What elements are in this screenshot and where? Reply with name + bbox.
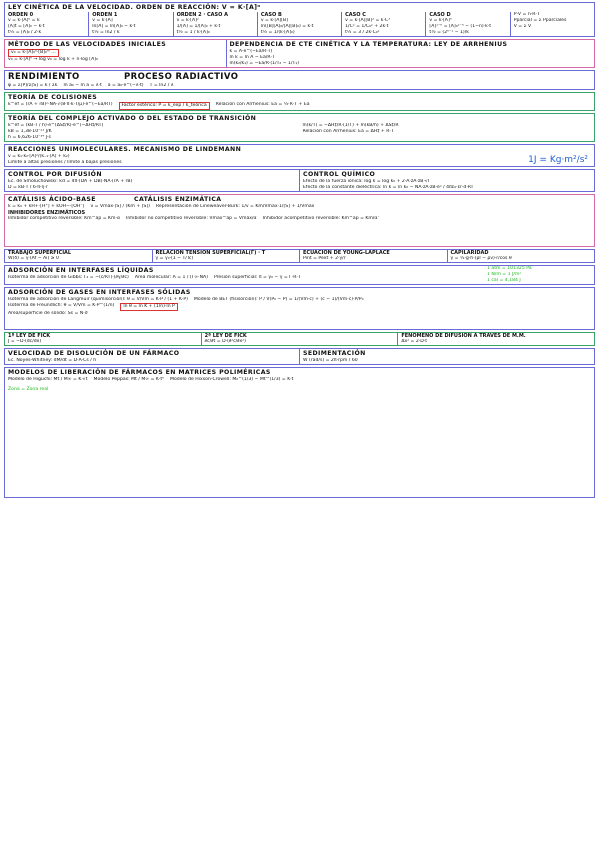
uncompetitive-eq: Inhibidor acompetitivo reversible: Km^ap = Km/α' bbox=[262, 216, 379, 221]
lindemann-eq: v = k₁·k₂·[A]²/(k₋₁·[A] + k₂) bbox=[8, 154, 70, 159]
order-col-title: CASO D bbox=[429, 12, 451, 18]
kinetics-box bbox=[4, 2, 595, 37]
competitive-eq: Inhibidor competitivo reversible: Km^ap = Km·α bbox=[8, 216, 120, 221]
order-line: v = k·[A][B] bbox=[260, 18, 288, 23]
conv-1: 1 atm = 101325 Pa bbox=[487, 266, 532, 271]
order-line: t½ = 3 / 2k·C₀² bbox=[345, 30, 380, 35]
green-note: Zona = Zona real bbox=[8, 387, 49, 392]
initial-rates-box bbox=[4, 39, 595, 68]
order-col bbox=[174, 12, 258, 36]
sedimentation-eq: W (rad/s) = 2π·rpm / 60 bbox=[303, 358, 358, 363]
order-line: ln[A] = ln[A]₀ − k·t bbox=[92, 24, 136, 29]
liquid-adsorption-title: ADSORCIÓN EN INTERFASES LÍQUIDAS bbox=[8, 267, 154, 274]
molecular-area-eq: Área molecular: A = 1 / (Γ∞·NA) bbox=[134, 275, 208, 280]
conv-2: 1 N/m = 1 J/m² bbox=[487, 272, 522, 277]
release-models-box bbox=[4, 367, 595, 498]
yield-box bbox=[4, 70, 595, 90]
ts-eq-5: Relación con Arrhenius: Ea = ΔH‡ + R·T bbox=[302, 129, 394, 134]
fick-eq: Δx² = 2·D·t bbox=[401, 339, 427, 344]
collision-box bbox=[4, 92, 595, 111]
freundlich-eq: Isoterma de Freundlich: θ = V/Vm = K·P^(1/n) bbox=[8, 303, 115, 308]
surface-box bbox=[4, 249, 595, 263]
order-col-title: CASO C bbox=[345, 12, 366, 18]
michaelis-eq: v = Vmax·[S] / (Km + [S]) bbox=[90, 204, 150, 209]
surface-col-title: TRABAJO SUPERFICIAL bbox=[8, 250, 72, 256]
fick-col bbox=[5, 333, 202, 345]
dielectric-eq: Efecto de la constante dieléctrica: ln k = ln k₀ − NA·zA·zB·e² / 4πε₀·εr·d·RT bbox=[303, 185, 474, 190]
collision-eq-1: k^ef = (rA + rB)²·NA·√(8·π·k·T/μ)·e^(−Ea/RT) bbox=[8, 102, 113, 107]
surface-col-title: CAPILARIDAD bbox=[450, 250, 489, 256]
radio-eq-1: ln a₀ − ln a = λ·t bbox=[63, 83, 102, 88]
dissolution-box bbox=[4, 348, 595, 365]
ionic-strength-eq: Efecto de la fuerza iónica: log k = log k₀ + 2·A·zA·zB·√I bbox=[303, 179, 430, 184]
smoluchowski-eq: Ec. de Smoluchowski: kd = 4π·(DA + DB)·NA·(rA + rB) bbox=[8, 179, 133, 184]
surface-col bbox=[300, 250, 448, 262]
kinetics-orders bbox=[5, 12, 594, 36]
surface-col-title: RELACIÓN TENSIÓN SUPERFICIAL(Γ) · T bbox=[155, 250, 266, 256]
order-col-title: ORDEN 2 · CASO A bbox=[176, 12, 229, 18]
fick-col bbox=[398, 333, 594, 345]
order-line: v = k·[A]² bbox=[176, 18, 199, 23]
surface-col bbox=[5, 250, 153, 262]
noyes-whitney-eq: Ec. Noyes-Whitney: dM/dt = D·A·Cs / h bbox=[8, 358, 97, 363]
fick-col-title: FENÓMENO DE DIFUSIÓN A TRAVÉS DE M.M. bbox=[401, 333, 526, 339]
initial-rates-eq2: v₀ = k·[A]ⁿ → log v₀ = log k + n·log [A]₀ bbox=[8, 57, 98, 62]
fick-col-title: 1ª LEY DE FICK bbox=[8, 333, 51, 339]
yield-title: RENDIMIENTO bbox=[8, 72, 80, 82]
chemical-control-title: CONTROL QUÍMICO bbox=[303, 171, 376, 178]
joule-units: 1J = Kg·m²/s² bbox=[528, 155, 588, 165]
order-line: t½ = (2ⁿ⁻¹ − 1)/k bbox=[429, 30, 469, 35]
acid-base-title: CATÁLISIS ÁCIDO-BASE bbox=[8, 196, 96, 203]
order-line: ln([B][A]₀/[A][B]₀) = k·t bbox=[260, 24, 314, 29]
order-line: v = k·[A][B]² = k·C³ bbox=[345, 18, 390, 23]
radioactive-title: PROCESO RADIACTIVO bbox=[124, 72, 239, 82]
arrhenius-eq-1: k = A·e^(−Ea/R·T) bbox=[229, 49, 273, 54]
surface-eq: γ = γ₀·(1 − T/Tc) bbox=[155, 256, 194, 261]
release-title: MODELOS DE LIBERACIÓN DE FÁRMACOS EN MATRICES POLIMÉRICAS bbox=[8, 369, 271, 376]
surface-col-title: ECUACIÓN DE YOUNG-LAPLACE bbox=[303, 250, 390, 256]
inhibitors-title: INHIBIDORES ENZIMÁTICOS bbox=[8, 210, 86, 216]
bet-eq: Modelo de BET (fisisorción): P / V(P₀ − P) = 1/(Vm·c) + (c − 1)/(Vm·c)·P/P₀ bbox=[193, 297, 364, 302]
arrhenius-eq-3: ln(k₂/k₁) = −Ea/R·(1/T₂ − 1/T₁) bbox=[229, 61, 299, 66]
solid-adsorption-box bbox=[4, 287, 595, 330]
collision-eq-2: Factor estérico: P = k_exp / k_teórica bbox=[119, 102, 210, 110]
fick-col bbox=[202, 333, 399, 345]
surface-eq: W(δ) = γ·(Af − Ai) ≥ 0 bbox=[8, 256, 59, 261]
freundlich-linear: ln θ = ln K + (1/n)·ln P bbox=[120, 303, 178, 311]
lineweaver-eq: Representación de Lineweaver-Burk: 1/v = Km/Vmax·1/[S] + 1/Vmax bbox=[155, 204, 315, 209]
arrhenius-eq-2: ln k = ln A − Ea/R·T bbox=[229, 55, 275, 60]
langmuir-eq: Isoterma de adsorción de Langmuir (quimisorción): θ = V/Vm = K·P / (1 + K·P) bbox=[8, 297, 188, 302]
order-col bbox=[511, 12, 594, 36]
order-line: V = Σ V bbox=[513, 24, 532, 29]
surface-col bbox=[153, 250, 301, 262]
peppas-eq: Modelo Peppas: Mt / M∞ = K·tⁿ bbox=[93, 377, 164, 382]
transition-title: TEORÍA DEL COMPLEJO ACTIVADO O DEL ESTADO DE TRANSICIÓN bbox=[8, 115, 257, 122]
liquid-adsorption-box bbox=[4, 265, 595, 285]
collision-eq-3: Relación con Arrhenius: Ea = ½·R·T + Ea bbox=[215, 102, 310, 107]
order-line: t½ = [A]₀ / 2·k bbox=[8, 30, 42, 35]
order-col bbox=[426, 12, 510, 36]
acid-base-eq: k = k₀ + kH+·[H⁺] + kOH−·[OH⁻] bbox=[8, 204, 85, 209]
surface-cols bbox=[5, 250, 594, 262]
fick-cols bbox=[5, 333, 594, 345]
order-line: t½ = ln2 / k bbox=[92, 30, 120, 35]
order-line: P·V = n·R·T bbox=[513, 12, 540, 17]
stokes-einstein-eq: D = kB·T / 6·π·η·r bbox=[8, 185, 48, 190]
ts-eq-3: h = 6,626·10⁻³⁴ J·s bbox=[8, 135, 51, 140]
lindemann-box bbox=[4, 144, 595, 167]
radio-eq-2: a = a₀·e^(−λ·t) bbox=[107, 83, 144, 88]
fick-eq: J = −D·(dc/dx) bbox=[8, 339, 42, 344]
fick-box bbox=[4, 332, 595, 346]
order-col bbox=[258, 12, 342, 36]
surface-eq: γ = ½·g·h·(ρl − ρv)·r/cos θ bbox=[450, 256, 512, 261]
collision-title: TEORÍA DE COLISIONES bbox=[8, 94, 98, 101]
order-line: t½ = 1 / k·[A]₀ bbox=[176, 30, 210, 35]
order-col-title: CASO B bbox=[260, 12, 282, 18]
order-line: v = k·[A]⁰ = k bbox=[8, 18, 40, 23]
ts-eq-2: kB = 1,38·10⁻²³ J/K bbox=[8, 129, 52, 134]
transition-state-box bbox=[4, 113, 595, 142]
order-line: v = k·[A]ⁿ bbox=[429, 18, 452, 23]
order-line: 1/C² = 1/C₀² + 2k·t bbox=[345, 24, 389, 29]
arrhenius-title: DEPENDENCIA DE CTE CINÉTICA Y LA TEMPERATURA: LEY DE ARRHENIUS bbox=[229, 41, 508, 48]
order-col bbox=[89, 12, 173, 36]
diffusion-control-box bbox=[4, 169, 595, 192]
hixson-eq: Modelo de Hixson-Crowell: M₀^(1/3) − Mt^(1/3) = K·t bbox=[170, 377, 294, 382]
fick-eq: ∂c/∂t = D·(∂²c/∂x²) bbox=[204, 339, 246, 344]
radio-eq-3: T = ln2 / λ bbox=[149, 83, 174, 88]
order-line: 1/[A] = 1/[A]₀ + k·t bbox=[176, 24, 221, 29]
order-col bbox=[5, 12, 89, 36]
diffusion-control-title: CONTROL POR DIFUSIÓN bbox=[8, 171, 102, 178]
higuchi-eq: Modelo de Higuchi: Mt / M∞ = K·√t bbox=[8, 377, 88, 382]
order-col-title: ORDEN 0 bbox=[8, 12, 34, 18]
ts-eq-4: ln(k/T) = −ΔH‡/R·(1/T) + ln(kB/h) + ΔS‡/R bbox=[302, 123, 399, 128]
initial-rates-title: MÉTODO DE LAS VELOCIDADES INICIALES bbox=[8, 41, 167, 48]
order-line: t½ = 1/(k·[A]₀) bbox=[260, 30, 295, 35]
dissolution-title: VELOCIDAD DE DISOLUCIÓN DE UN FÁRMACO bbox=[8, 350, 180, 357]
lindemann-title: REACCIONES UNIMOLECULARES. MECANISMO DE LINDEMANN bbox=[8, 146, 242, 153]
yield-eq: φ = Σ[P]/Σ[S] = k / Σk bbox=[8, 83, 58, 88]
order-col bbox=[342, 12, 426, 36]
sedimentation-title: SEDIMENTACIÓN bbox=[303, 350, 366, 357]
order-col-title: ORDEN 1 bbox=[92, 12, 118, 18]
initial-rates-eq: v₀ = k·[A]₀ⁿ·[B]₀ᵐ … bbox=[8, 49, 59, 57]
surface-area-eq: Área/superficie de sólido: Ss = N·σ bbox=[8, 311, 88, 316]
gibbs-eq: Isoterma de adsorción de Gibbs: Γ₂ = −(c/RT)·(∂γ/∂c) bbox=[8, 275, 129, 280]
fick-col-title: 2ª LEY DE FICK bbox=[204, 333, 247, 339]
surface-pressure-eq: Presión superficial: π = γ₀ − γ = Γ·R·T bbox=[213, 275, 301, 280]
surface-col bbox=[448, 250, 595, 262]
ts-eq-1: k^ef = (kB·T / h)·e^(ΔS‡/R)·e^(−ΔH‡/RT) bbox=[8, 123, 104, 128]
conv-3: 1 cal = 4,184 J bbox=[487, 278, 521, 283]
lindemann-eq2: Límite a altas presiones / límite a bajas presiones bbox=[8, 160, 122, 165]
solid-adsorption-title: ADSORCIÓN DE GASES EN INTERFASES SÓLIDAS bbox=[8, 289, 191, 296]
surface-eq: Pint = Pext + 2·γ/r bbox=[303, 256, 346, 261]
order-line: [A]¹⁻ⁿ = [A]₀¹⁻ⁿ − (1−n)·k·t bbox=[429, 24, 492, 29]
noncompetitive-eq: Inhibidor no competitivo reversible: Vmax^ap = Vmax/α bbox=[125, 216, 257, 221]
order-line: v = k·[A] bbox=[92, 18, 113, 23]
enzymatic-title: CATÁLISIS ENZIMÁTICA bbox=[134, 196, 222, 203]
order-line: Pparcial = Σ Pparciales bbox=[513, 18, 567, 23]
order-line: [A]t = [A]₀ − k·t bbox=[8, 24, 45, 29]
catalysis-box bbox=[4, 194, 595, 247]
kinetics-header: LEY CINÉTICA DE LA VELOCIDAD. ORDEN DE REACCIÓN: V = K·[A]ⁿ bbox=[8, 4, 261, 11]
